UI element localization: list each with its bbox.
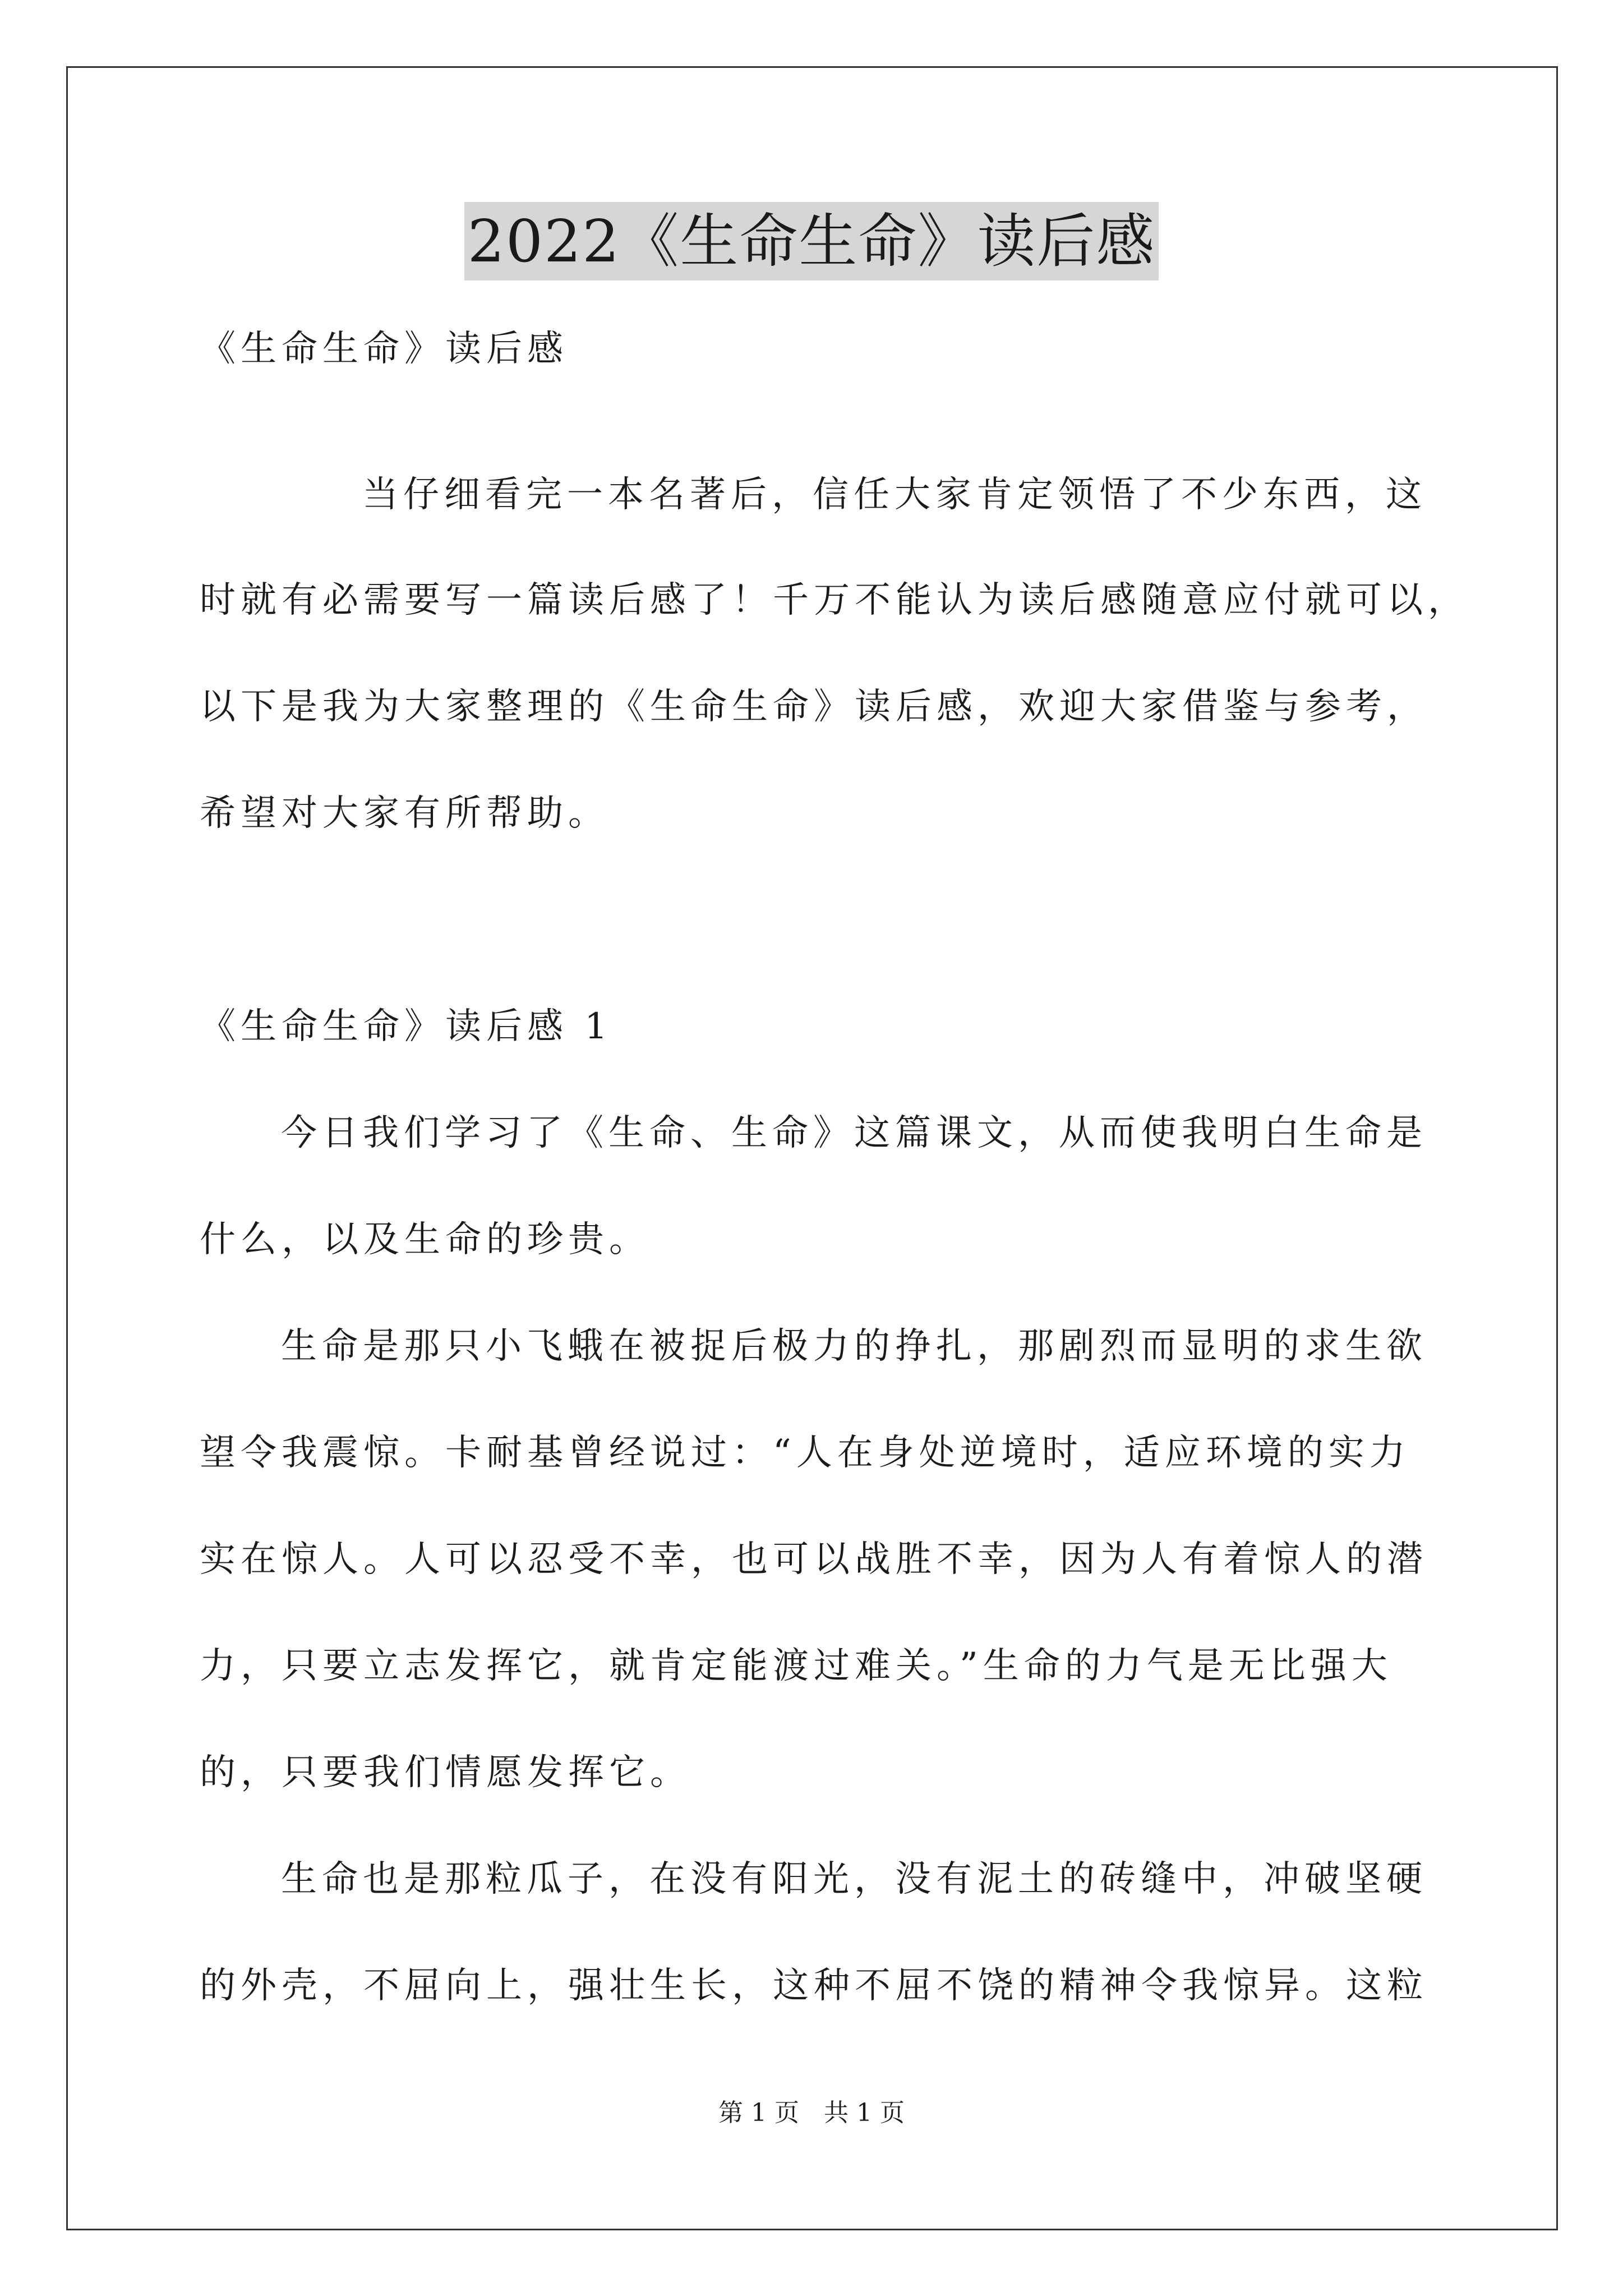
- paragraph-line: 的，只要我们情愿发挥它。: [200, 1752, 691, 1793]
- paragraph-line: 力，只要立志发挥它，就肯定能渡过难关。”生命的力气是无比强大: [200, 1645, 1393, 1687]
- paragraph-line: 生命也是那粒瓜子，在没有阳光，没有泥土的砖缝中，冲破坚硬: [281, 1858, 1427, 1900]
- section-heading: 《生命生命》读后感 1: [200, 1006, 613, 1047]
- paragraph-line: 当仔细看完一本名著后，信任大家肯定领悟了不少东西，这: [362, 474, 1427, 516]
- paragraph-line: 希望对大家有所帮助。: [200, 793, 609, 834]
- section-heading: 《生命生命》读后感: [200, 328, 568, 370]
- paragraph-line: 实在惊人。人可以忍受不幸，也可以战胜不幸，因为人有着惊人的潜: [200, 1539, 1428, 1580]
- paragraph-line: 望令我震惊。卡耐基曾经说过：“人在身处逆境时，适应环境的实力: [200, 1432, 1410, 1474]
- paragraph-line: 以下是我为大家整理的《生命生命》读后感，欢迎大家借鉴与参考，: [200, 686, 1428, 728]
- paragraph-line: 什么，以及生命的珍贵。: [200, 1219, 650, 1260]
- title-container: [0, 202, 1623, 280]
- document-title: 2022《生命生命》读后感: [464, 202, 1159, 280]
- paragraph-line: 今日我们学习了《生命、生命》这篇课文，从而使我明白生命是: [281, 1112, 1427, 1154]
- page-footer: 第 1 页 共 1 页: [718, 2099, 905, 2127]
- paragraph-line: 时就有必需要写一篇读后感了！千万不能认为读后感随意应付就可以，: [200, 579, 1469, 621]
- paragraph-line: 生命是那只小飞蛾在被捉后极力的挣扎，那剧烈而显明的求生欲: [281, 1326, 1427, 1367]
- paragraph-line: 的外壳，不屈向上，强壮生长，这种不屈不饶的精神令我惊异。这粒: [200, 1965, 1428, 2007]
